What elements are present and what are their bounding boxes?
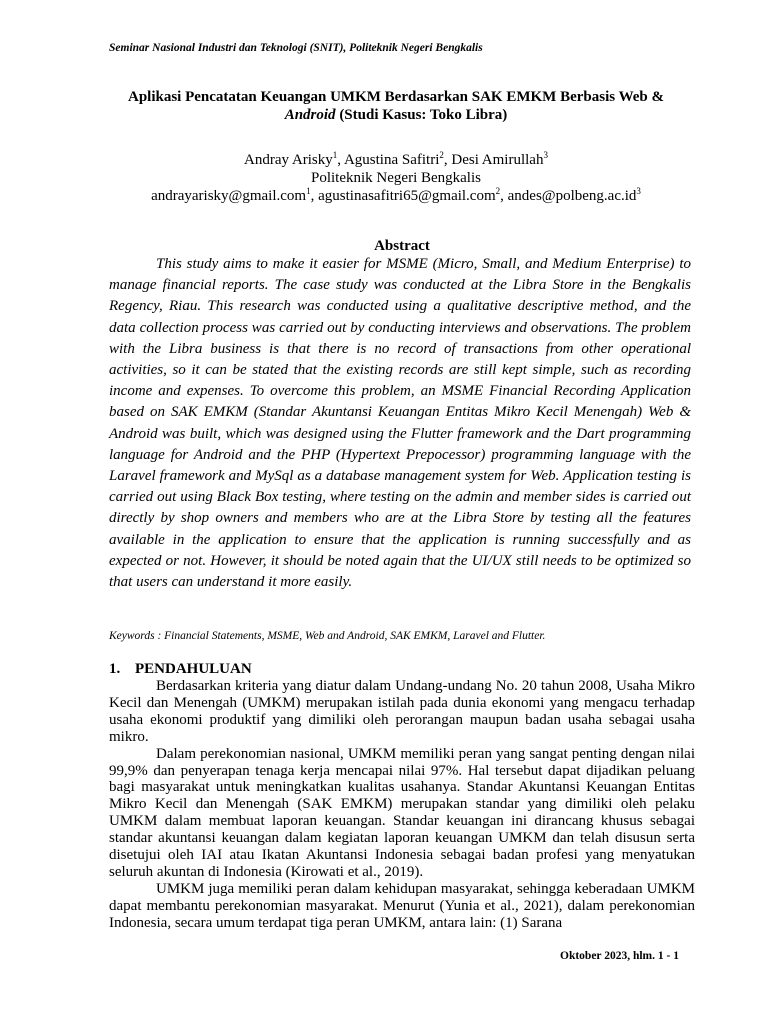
abstract-heading: Abstract (374, 238, 430, 254)
section-number: 1. (109, 661, 121, 677)
title-subtitle: (Studi Kasus: Toko Libra) (335, 107, 508, 123)
running-header: Seminar Nasional Industri dan Teknologi (SNIT), Politeknik Negeri Bengkalis (109, 42, 483, 54)
email-sup: 1 (306, 186, 311, 196)
author-name: Agustina Safitri (343, 152, 440, 168)
title-italic-word: Android (284, 107, 336, 123)
author-names: Andray Arisky$^1$, Agustina Safitri$^2$, Desi Amirullah$^3$ (244, 150, 548, 168)
page-footer: Oktober 2023, hlm. 1 - 1 (560, 950, 679, 962)
email-sup: 3 (636, 186, 641, 196)
affiliation: Politeknik Negeri Bengkalis (311, 170, 481, 186)
author-name: Andray Arisky (244, 152, 333, 168)
body-paragraph: UMKM juga memiliki peran dalam kehidupan masyarakat, sehingga keberadaan UMKM dapat membantu perekonomian masyarakat. Menurut (Yunia et al., 2021), dalam perekonomian Indonesia, secara umum terdapat tiga peran UMKM, antara lain: (1) Sarana (109, 880, 695, 931)
author-sup: 1 (332, 150, 338, 160)
author-email: andrayarisky@gmail.com (151, 188, 307, 204)
keywords: Keywords : Financial Statements, MSME, Web and Android, SAK EMKM, Laravel and Flutter. (109, 630, 546, 642)
title-line-2 (100, 106, 692, 124)
author-emails: andrayarisky@gmail.com$^1$, agustinasafitri65@gmail.com$^2$, $andes@polbeng.ac.id^3$ (151, 186, 641, 204)
paper-title (100, 88, 692, 124)
email-sup: 2 (495, 186, 501, 196)
author-block (100, 151, 692, 205)
abstract-text: This study aims to make it easier for MSME (Micro, Small, and Medium Enterprise) to manage financial reports. The case study was conducted at the Libra Store in the Bengkalis Regency, Riau. This research was conducted using a qualitative descriptive method, and the data collection process was carried out by conducting interviews and observations. The problem with the Libra business is that there is no record of transactions from other operational activities, so it can be stated that the existing records are still kept simple, such as recording income and expenses. To overcome this problem, an MSME Financial Recording Application based on SAK EMKM (Standar Akuntansi Keuangan Entitas Mikro Kecil Menengah) Web & Android was built, which was designed using the Flutter framework and the Dart programming language for Android and the PHP (Hypertext Prepocessor) programming language with the Laravel framework and MySql as a database management system for Web. Application testing is carried out using Black Box testing, where testing on the admin and member sides is carried out directly by shop owners and members who are at the Libra Store by testing all the features available in the application to ensure that the application is running successfully and as expected or not. However, it should be noted again that the UI/UX still needs to be optimized so that users can understand it more easily. (109, 256, 691, 591)
author-name: Desi Amirullah (451, 152, 544, 168)
author-sup: 3 (543, 150, 548, 160)
section-title: PENDAHULUAN (135, 661, 252, 677)
author-email: andes@polbeng.ac.id (507, 188, 637, 204)
section-heading (109, 661, 252, 678)
body-paragraph: Dalam perekonomian nasional, UMKM memiliki peran yang sangat penting dengan nilai 99,9% dan penyerapan tenaga kerja mencapai nilai 97%. Hal tersebut dapat dijadikan peluang bagi masyarakat untuk meningkatkan kualitas usahanya. Standar Akuntansi Keuangan Entitas Mikro Kecil dan Menengah (SAK EMKM) merupakan standar yang dimiliki oleh pelaku UMKM dalam membuat laporan keuangan. Standar keuangan ini dirancang khusus sebagai standar akuntansi keuangan dalam kegiatan laporan keuangan UMKM dan telah disusun serta disetujui oleh IAI atau Ikatan Akuntansi Indonesia sebagai badan profesi yang menyatukan seluruh akuntan di Indonesia (Kirowati et al., 2019). (109, 745, 695, 880)
author-email: agustinasafitri65@gmail.com (318, 188, 496, 204)
body-paragraph: Berdasarkan kriteria yang diatur dalam Undang-undang No. 20 tahun 2008, Usaha Mikro Kecil dan Menengah (UMKM) merupakan istilah pada dunia ekonomi yang mengacu terhadap usaha ekonomi produktif yang dimiliki oleh perorangan maupun badan usaha sebagai usaha mikro. (109, 678, 695, 745)
section-body (109, 678, 695, 932)
author-sup: 2 (439, 150, 444, 160)
title-line-1: Aplikasi Pencatatan Keuangan UMKM Berdasarkan SAK EMKM Berbasis Web & (127, 89, 664, 105)
